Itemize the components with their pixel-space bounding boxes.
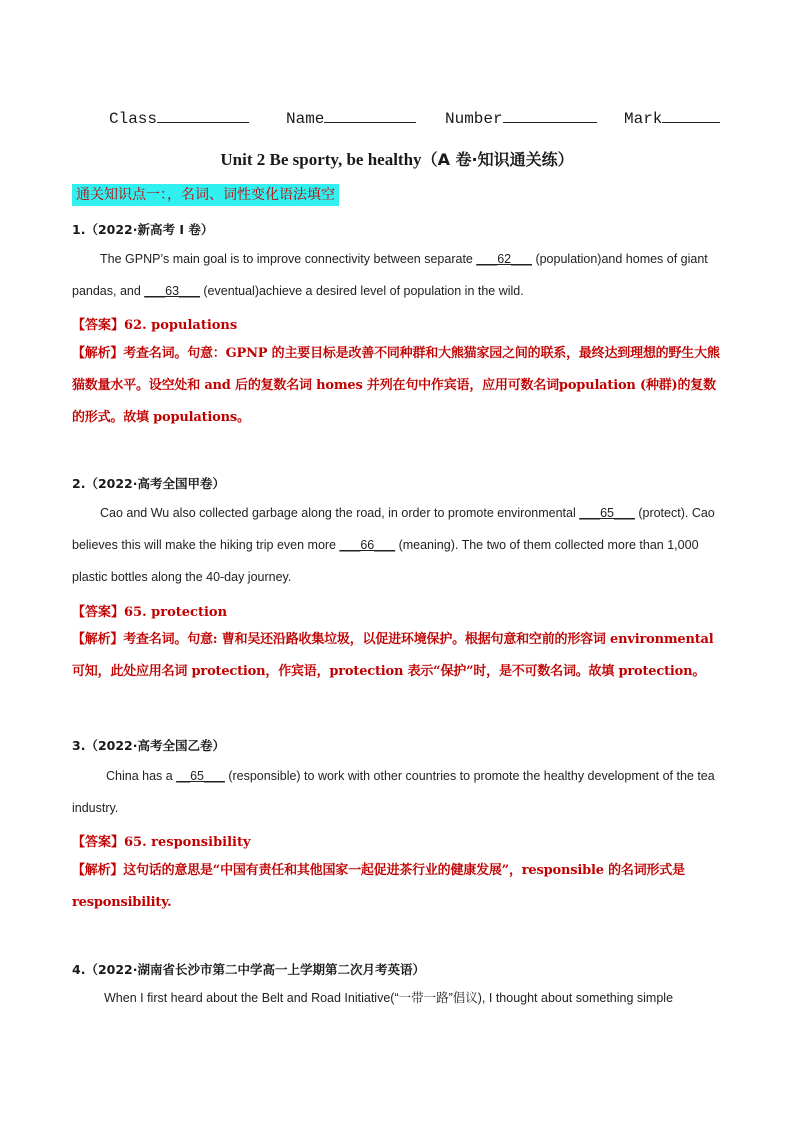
number-blank[interactable]	[503, 106, 597, 123]
question-1-heading: 1.（2022·新高考 I 卷）	[72, 222, 214, 237]
question-4-text: When I first heard about the Belt and Road Initiative(“一带一路”倡议), I thought about something simple	[104, 991, 674, 1005]
blank-65[interactable]: ___65___	[579, 506, 635, 520]
question-3-answer: 【答案】65. responsibility	[72, 835, 251, 850]
section-heading: 通关知识点一：，名词、词性变化语法填空	[72, 184, 339, 206]
question-2-analysis: 【解析】考查名词。句意: 曹和吴还沿路收集垃圾，以促进环境保护。根据句意和空前的形容词 environmental 可知，此处应用名词 protection，作宾语，protection 表示“保护”时，是不可数名词。故填 protection。	[72, 632, 714, 679]
question-3-analysis: 【解析】这句话的意思是“中国有责任和其他国家一起促进茶行业的健康发展”，responsible 的名词形式是 responsibility.	[72, 863, 685, 910]
page-title: Unit 2 Be sporty, be healthy（A 卷·知识通关练）	[220, 150, 574, 169]
name-blank[interactable]	[324, 106, 416, 123]
number-field: Number	[445, 106, 597, 128]
mark-blank[interactable]	[662, 106, 720, 123]
class-blank[interactable]	[157, 106, 249, 123]
question-1-analysis: 【解析】考查名词。句意：GPNP 的主要目标是改善不同种群和大熊猫家园之间的联系，最终达到理想的野生大熊猫数量水平。设空处和 and 后的复数名词 homes 并列在句中作宾语，应用可数名词population (种群)的复数的形式。故填 populations。	[72, 346, 720, 425]
question-2-heading: 2.（2022·高考全国甲卷）	[72, 476, 225, 491]
blank-65-q3[interactable]: __65___	[176, 769, 225, 783]
blank-63[interactable]: ___63___	[144, 284, 200, 298]
blank-62[interactable]: ___62___	[476, 252, 532, 266]
student-info-line	[0, 106, 794, 130]
class-field: Class	[109, 106, 249, 128]
question-4-heading: 4.（2022·湖南省长沙市第二中学高一上学期第二次月考英语）	[72, 962, 425, 977]
question-3-heading: 3.（2022·高考全国乙卷）	[72, 738, 225, 753]
mark-field: Mark	[624, 106, 720, 128]
blank-66[interactable]: ___66___	[339, 538, 396, 552]
question-1-text: The GPNP’s main goal is to improve connectivity between separate ___62___ (population)and homes of giant pandas, and ___63___ (eventual)achieve a desired level of population in the wild.	[72, 252, 708, 298]
name-field: Name	[286, 106, 416, 128]
question-2-text: Cao and Wu also collected garbage along the road, in order to promote environmental ___65___ (protect). Cao believes this will make the hiking trip even more ___66___ (meaning). The two of them collected more than 1,000 plastic bottles along the 40-day journey.	[72, 506, 715, 584]
question-1-answer: 【答案】62. populations	[72, 318, 238, 333]
question-2-answer: 【答案】65. protection	[72, 605, 228, 620]
question-3-text: China has a __65___ (responsible) to work with other countries to promote the healthy development of the tea industry.	[72, 769, 715, 815]
